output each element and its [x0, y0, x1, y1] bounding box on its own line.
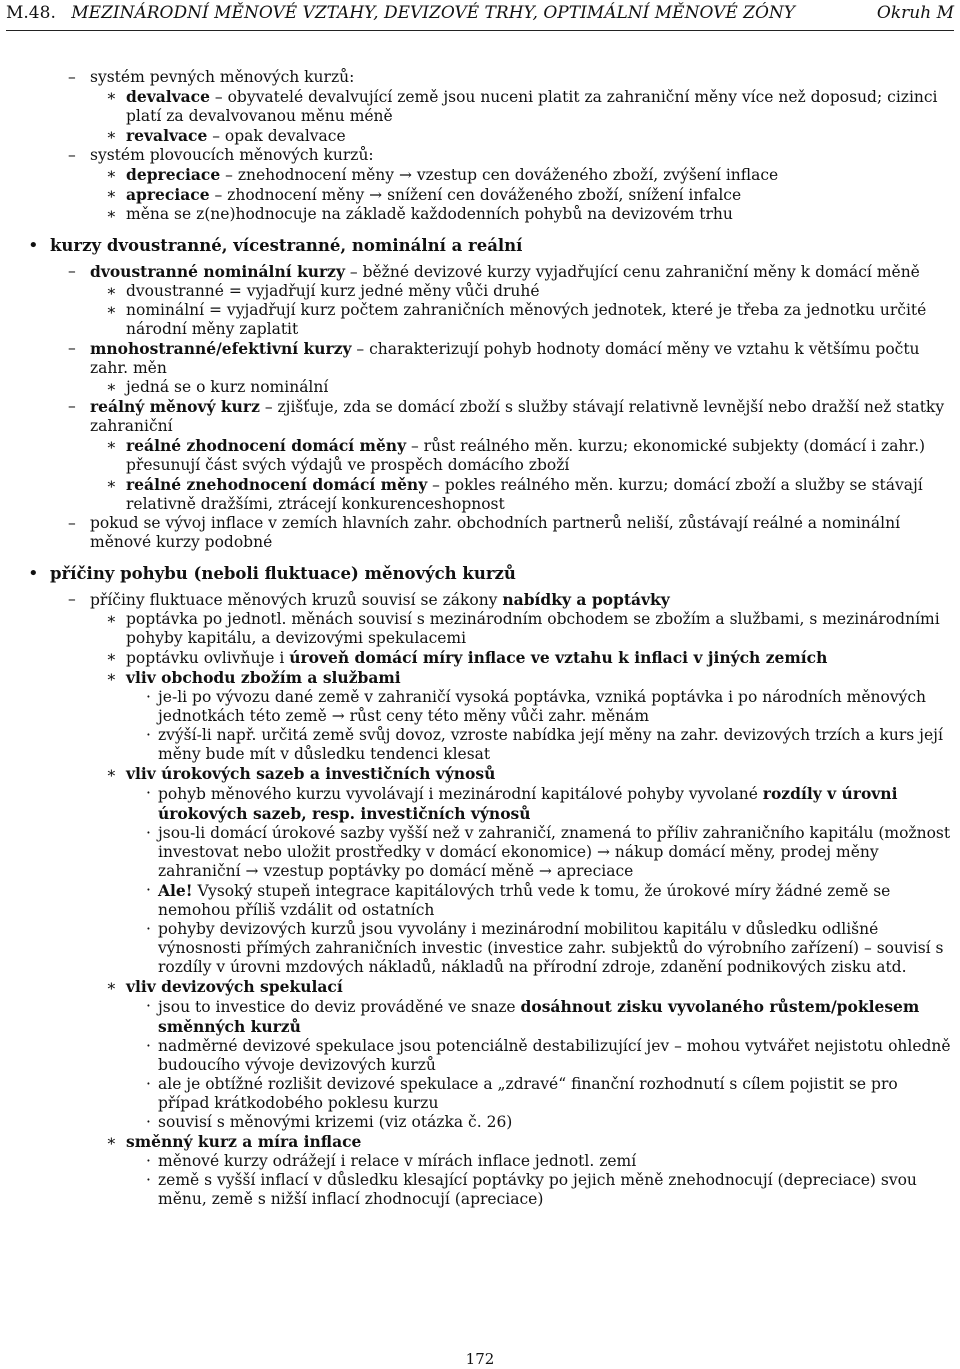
list-item: · jsou-li domácí úrokové sazby vyšší než v zahraničí, znamená to příliv zahraničního kapitálu (možnost investovat nebo uložit prostředky v domácí ekonomice) → nákup domácí měny, prodej měny zahraniční → vzestup poptávky po domácí měně → apreciace [146, 824, 951, 880]
dash-marker: – [68, 262, 76, 280]
term: vliv devizových spekulací [126, 977, 343, 996]
term: směnný kurz a míra inflace [126, 1132, 362, 1151]
list-item: ∗ poptávku ovlivňuje i úroveň domácí míry inflace ve vztahu k inflaci v jiných zemích [106, 648, 828, 667]
star-marker: ∗ [106, 648, 117, 666]
list-item: · souvisí s měnovými krizemi (viz otázka č. 26) [146, 1113, 513, 1131]
dot-marker: · [146, 688, 151, 706]
list-item: ∗ poptávka po jednotl. měnách souvisí s mezinárodním obchodem se zbožím a službami, s mezinárodními pohyby kapitálu, a devizovými spekulacemi [106, 610, 940, 647]
star-marker: ∗ [106, 282, 117, 300]
list-item: – systém plovoucích měnových kurzů: [68, 146, 374, 164]
term: reálný měnový kurz [90, 397, 260, 416]
list-item: · jsou to investice do deviz prováděné ve snaze dosáhnout zisku vyvolaného růstem/poklesem směnných kurzů [146, 997, 920, 1036]
list-item [28, 668, 952, 688]
star-marker: ∗ [106, 205, 117, 223]
list-item: · je-li po vývozu dané země v zahraničí vysoká poptávka, vzniká poptávka i po národních měnových jednotkách této země → růst ceny této měny vůči zahr. měnám [146, 688, 927, 725]
dash-marker: – [68, 68, 76, 86]
dot-marker: · [146, 726, 151, 744]
term: apreciace [126, 185, 210, 204]
dot-marker: · [146, 824, 151, 842]
star-marker: ∗ [106, 668, 117, 686]
question-number: M.48. [6, 3, 56, 23]
dash-marker: – [68, 514, 76, 532]
chapter-title: MEZINÁRODNÍ MĚNOVÉ VZTAHY, DEVIZOVÉ TRHY, OPTIMÁLNÍ MĚNOVÉ ZÓNY [71, 3, 796, 23]
list-item: – reálný měnový kurz – zjišťuje, zda se domácí zboží s služby stávají relativně levnější nebo dražší než statky zahraniční [68, 397, 945, 435]
list-item: · ale je obtížné rozlišit devizové spekulace a „zdravé“ finanční rozhodnutí s cílem pojistit se pro případ krátkodobého poklesu kurzu [146, 1075, 898, 1112]
section-heading: • kurzy dvoustranné, vícestranné, nominální a reální [28, 235, 523, 256]
page-header [6, 4, 954, 31]
list-item: · pohyb měnového kurzu vyvolávají i mezinárodní kapitálové pohyby vyvolané rozdíly v úrovni úrokových sazeb, resp. investičních výnosů [146, 784, 898, 823]
star-marker: ∗ [106, 1132, 117, 1150]
bullet-marker: • [28, 563, 39, 584]
list-item: · země s vyšší inflací v důsledku klesající poptávky po jejich měně znehodnocují (depreciace) svou měnu, země s nižší inflací zhodnocují (apreciace) [146, 1171, 917, 1208]
term: revalvace [126, 126, 208, 145]
list-item: · Ale! Vysoký stupeň integrace kapitálových trhů vede k tomu, že úrokové míry žádné země se nemohou příliš vzdálit od ostatních [146, 881, 891, 919]
list-item: ∗ nominální = vyjadřují kurz počtem zahraničních měnových jednotek, které je třeba za jednotku určité národní měny zaplatit [106, 301, 927, 338]
dot-marker: · [146, 1113, 151, 1131]
list-item: ∗ reálné zhodnocení domácí měny – růst reálného měn. kurzu; ekonomické subjekty (domácí i zahr.) přesunují část svých výdajů ve prospěch domácího zboží [106, 436, 926, 474]
list-item [28, 764, 952, 784]
list-item: – mnohostranné/efektivní kurzy – charakterizují pohyb hodnoty domácí měny ve vztahu k většímu počtu zahr. měn [68, 339, 920, 377]
document-body [28, 68, 952, 1209]
list-item [28, 1132, 952, 1152]
star-marker: ∗ [106, 378, 117, 396]
list-item: – pokud se vývoj inflace v zemích hlavních zahr. obchodních partnerů neliší, zůstávají reálné a nominální měnové kurzy podobné [68, 514, 901, 551]
dash-marker: – [68, 339, 76, 357]
term: vliv obchodu zbožím a službami [126, 668, 401, 687]
list-item: – systém pevných měnových kurzů: [68, 68, 355, 86]
term: mnohostranné/efektivní kurzy [90, 339, 352, 358]
star-marker: ∗ [106, 301, 117, 319]
dash-marker: – [68, 397, 76, 415]
term: devalvace [126, 87, 210, 106]
star-marker: ∗ [106, 977, 117, 995]
dot-marker: · [146, 1152, 151, 1170]
star-marker: ∗ [106, 764, 117, 782]
dot-marker: · [146, 784, 151, 802]
bullet-marker: • [28, 235, 39, 256]
list-item: ∗ revalvace – opak devalvace [106, 126, 346, 145]
section-label: Okruh M [876, 3, 954, 23]
dot-marker: · [146, 997, 151, 1015]
dash-marker: – [68, 146, 76, 164]
star-marker: ∗ [106, 165, 117, 183]
section-heading: • příčiny pohybu (neboli fluktuace) měnových kurzů [28, 563, 516, 584]
dot-marker: · [146, 920, 151, 938]
list-item: ∗ dvoustranné = vyjadřují kurz jedné měny vůči druhé [106, 282, 540, 300]
list-item: ∗ devalvace – obyvatelé devalvující země jsou nuceni platit za zahraniční měny více než doposud; cizinci platí za devalvovanou měnu méně [106, 87, 938, 125]
list-item: – příčiny fluktuace měnových kruzů souvisí se zákony nabídky a poptávky [68, 590, 670, 609]
list-item: ∗ reálné znehodnocení domácí měny – pokles reálného měn. kurzu; domácí zboží a služby se stávají relativně dražšími, ztrácejí konkurenceshopnost [106, 475, 923, 513]
term: dosáhnout zisku vyvolaného růstem/poklesem směnných kurzů [158, 997, 920, 1036]
term: dvoustranné nominální kurzy [90, 262, 345, 281]
list-item: · nadměrné devizové spekulace jsou potenciálně destabilizující jev – mohou vytvářet nejistotu ohledně budoucího vývoje devizových kurzů [146, 1037, 951, 1074]
star-marker: ∗ [106, 185, 117, 203]
term: rozdíly v úrovni úrokových sazeb, resp. investičních výnosů [158, 784, 898, 823]
list-item: ∗ jedná se o kurz nominální [106, 378, 329, 396]
list-item: · měnové kurzy odrážejí i relace v mírách inflace jednotl. zemí [146, 1152, 637, 1170]
term: Ale! [158, 881, 193, 900]
star-marker: ∗ [106, 475, 117, 493]
dot-marker: · [146, 1171, 151, 1189]
term: nabídky a poptávky [502, 590, 670, 609]
term: vliv úrokových sazeb a investičních výnosů [126, 764, 496, 783]
dot-marker: · [146, 881, 151, 899]
dot-marker: · [146, 1075, 151, 1093]
dash-marker: – [68, 590, 76, 608]
list-item: ∗ apreciace – zhodnocení měny → snížení cen dováženého zboží, snížení infalce [106, 185, 742, 204]
term: reálné znehodnocení domácí měny [126, 475, 428, 494]
page-number: 172 [465, 1350, 495, 1368]
list-item: ∗ depreciace – znehodnocení měny → vzestup cen dováženého zboží, zvýšení inflace [106, 165, 779, 184]
term: reálné zhodnocení domácí měny [126, 436, 407, 455]
list-item: · pohyby devizových kurzů jsou vyvolány i mezinárodní mobilitou kapitálu v důsledku odlišné výnosnosti přímých zahraničních investic (investice zahr. subjektů do výrobního zařízení) – souvisí s rozdíly v úrovni mzdových nákladů, nákladů na přírodní zdroje, zdanění podnikových zisku atd. [146, 920, 944, 976]
list-item [28, 977, 952, 997]
list-item: ∗ měna se z(ne)hodnocuje na základě každodenních pohybů na devizovém trhu [106, 205, 733, 223]
term: depreciace [126, 165, 221, 184]
list-item: – dvoustranné nominální kurzy – běžné devizové kurzy vyjadřující cenu zahraniční měny k domácí měně [68, 262, 920, 281]
list-item: · zvýší-li např. určitá země svůj dovoz, vzroste nabídka její měny na zahr. devizových trzích a kurs její měny bude mít v důsledku tendenci klesat [146, 726, 943, 763]
dot-marker: · [146, 1037, 151, 1055]
star-marker: ∗ [106, 126, 117, 144]
star-marker: ∗ [106, 436, 117, 454]
star-marker: ∗ [106, 610, 117, 628]
star-marker: ∗ [106, 87, 117, 105]
term: úroveň domácí míry inflace ve vztahu k inflaci v jiných zemích [289, 648, 828, 667]
